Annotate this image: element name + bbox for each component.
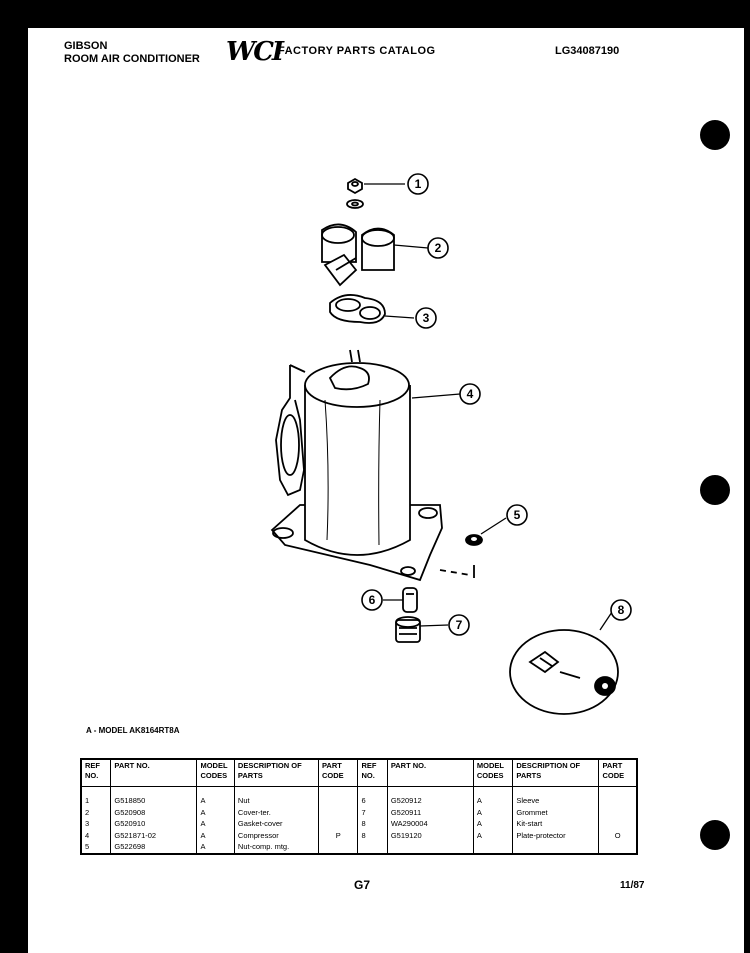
part-no: G520912 xyxy=(387,795,473,807)
col-model-codes: MODEL CODES xyxy=(473,759,512,787)
part-no xyxy=(387,841,473,854)
col-description: DESCRIPTION OF PARTS xyxy=(234,759,318,787)
sleeve-part xyxy=(403,588,417,612)
terminal-cover-part xyxy=(322,224,394,285)
spacer-row xyxy=(81,787,637,796)
catalog-title: FACTORY PARTS CATALOG xyxy=(278,45,436,57)
ref-no: 7 xyxy=(358,807,387,819)
part-code xyxy=(599,841,637,854)
wci-logo: WCI xyxy=(226,37,283,67)
ref-no: 8 xyxy=(358,830,387,842)
page-date: 11/87 xyxy=(620,880,645,891)
grommet-part xyxy=(396,617,420,642)
product-line: ROOM AIR CONDITIONER xyxy=(64,53,200,65)
part-code: O xyxy=(599,830,637,842)
callout-label: 4 xyxy=(466,387,474,401)
compressor-part xyxy=(272,350,442,580)
part-no: G521871-02 xyxy=(111,830,197,842)
description: Sleeve xyxy=(513,795,599,807)
callout-label: 7 xyxy=(455,618,463,632)
col-part-no: PART NO. xyxy=(111,759,197,787)
part-no: WA290004 xyxy=(387,818,473,830)
model-code: A xyxy=(473,830,512,842)
part-code xyxy=(318,841,357,854)
model-code: A xyxy=(473,818,512,830)
description: Nut xyxy=(234,795,318,807)
description: Compressor xyxy=(234,830,318,842)
model-code: A xyxy=(197,795,234,807)
ref-no: 8 xyxy=(358,818,387,830)
callout-label: 2 xyxy=(434,241,442,255)
table-row xyxy=(81,807,637,819)
part-code xyxy=(599,795,637,807)
callout-label: 5 xyxy=(513,508,521,522)
part-no: G518850 xyxy=(111,795,197,807)
part-no: G520908 xyxy=(111,807,197,819)
part-code: P xyxy=(318,830,357,842)
description xyxy=(513,841,599,854)
brand-name: GIBSON xyxy=(64,40,108,52)
callout-label: 1 xyxy=(414,177,422,191)
description: Gasket-cover xyxy=(234,818,318,830)
description: Plate-protector xyxy=(513,830,599,842)
ref-no: 3 xyxy=(81,818,111,830)
model-code: A xyxy=(197,830,234,842)
col-part-code: PART CODE xyxy=(599,759,637,787)
callout-label: 8 xyxy=(617,603,625,617)
col-ref-no: REF NO. xyxy=(81,759,111,787)
table-row xyxy=(81,818,637,830)
gasket-part xyxy=(330,295,385,323)
part-code xyxy=(318,795,357,807)
description: Cover-ter. xyxy=(234,807,318,819)
table-row xyxy=(81,830,637,842)
col-ref-no: REF NO. xyxy=(358,759,387,787)
col-part-no: PART NO. xyxy=(387,759,473,787)
part-code xyxy=(599,818,637,830)
ref-no: 6 xyxy=(358,795,387,807)
callout-label: 3 xyxy=(422,311,430,325)
ref-no xyxy=(358,841,387,854)
parts-table xyxy=(80,758,638,855)
model-code: A xyxy=(197,841,234,854)
start-kit-inset xyxy=(510,630,618,714)
parts-table-header xyxy=(81,759,637,787)
col-model-codes: MODEL CODES xyxy=(197,759,234,787)
part-no: G520910 xyxy=(111,818,197,830)
ref-no: 5 xyxy=(81,841,111,854)
punch-hole-icon xyxy=(700,820,730,850)
mounting-nut-part xyxy=(440,535,482,578)
model-note: A - MODEL AK8164RT8A xyxy=(86,726,180,735)
col-part-code: PART CODE xyxy=(318,759,357,787)
table-row xyxy=(81,795,637,807)
part-no: G522698 xyxy=(111,841,197,854)
col-description: DESCRIPTION OF PARTS xyxy=(513,759,599,787)
part-code xyxy=(599,807,637,819)
part-code xyxy=(318,807,357,819)
model-code: A xyxy=(473,795,512,807)
model-code: A xyxy=(473,807,512,819)
part-code xyxy=(318,818,357,830)
model-code: A xyxy=(197,818,234,830)
part-no: G520911 xyxy=(387,807,473,819)
catalog-number: LG34087190 xyxy=(555,45,620,57)
callout-label: 6 xyxy=(368,593,376,607)
page-number: G7 xyxy=(354,878,371,892)
model-code: A xyxy=(197,807,234,819)
model-code xyxy=(473,841,512,854)
ref-no: 1 xyxy=(81,795,111,807)
description: Grommet xyxy=(513,807,599,819)
table-row xyxy=(81,841,637,854)
ref-no: 4 xyxy=(81,830,111,842)
part-no: G519120 xyxy=(387,830,473,842)
description: Nut-comp. mtg. xyxy=(234,841,318,854)
nut-part xyxy=(347,179,363,208)
description: Kit-start xyxy=(513,818,599,830)
ref-no: 2 xyxy=(81,807,111,819)
